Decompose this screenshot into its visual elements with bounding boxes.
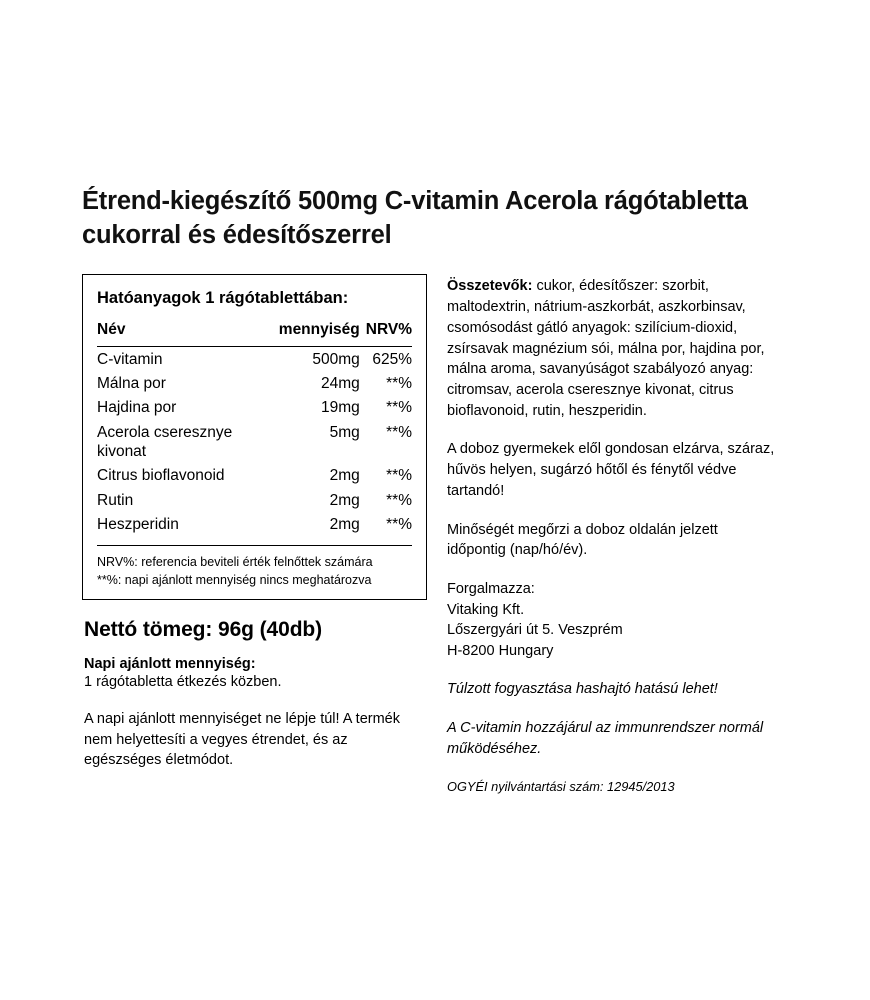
row-nrv: **% <box>386 467 412 485</box>
daily-dose-heading: Napi ajánlott mennyiség: <box>84 656 256 673</box>
column-header-name: Név <box>97 321 126 339</box>
distributor-line: Lőszergyári út 5. Veszprém <box>447 622 623 639</box>
nutrition-heading: Hatóanyagok 1 rágótablettában: <box>97 289 349 308</box>
right-column <box>427 274 777 795</box>
row-amount: 500mg <box>312 350 360 368</box>
row-amount: 2mg <box>329 516 360 534</box>
ingredients-paragraph <box>447 276 777 421</box>
row-nrv: 625% <box>372 350 412 368</box>
row-name: Hajdina por <box>97 399 177 417</box>
ingredients-text: cukor, édesítőszer: szorbit, maltodextrin, nátrium-aszkorbát, aszkorbinsav, csomósodást gátló anyagok: szilícium-dioxid, zsírsavak magnézium sói, málna por, hajdina por, málna aroma, savanyúságot szabályozó anyag: citromsav, acerola cseresznye kivonat, citrus bioflavonoid, rutin, heszperidin. <box>447 278 765 419</box>
warning-text: A napi ajánlott mennyiséget ne lépje túl! A termék nem helyettesíti a vegyes étrendet, és az egészséges életmódot. <box>84 710 400 769</box>
row-amount: 2mg <box>329 467 360 485</box>
nutrition-table-body <box>97 347 412 538</box>
ingredients-label: Összetevők: <box>447 278 533 295</box>
column-header-nrv: NRV% <box>365 321 412 339</box>
table-row <box>97 464 412 488</box>
net-weight: Nettó tömeg: 96g (40db) <box>84 618 323 642</box>
laxative-note: Túlzott fogyasztása hashajtó hatású lehet! <box>447 681 718 698</box>
row-nrv: **% <box>386 516 412 534</box>
row-amount: 19mg <box>320 399 360 417</box>
distributor-line: H-8200 Hungary <box>447 642 554 659</box>
nutrition-table <box>97 321 412 537</box>
left-column <box>82 274 427 770</box>
row-amount: 2mg <box>329 491 360 509</box>
row-name: Citrus bioflavonoid <box>97 467 225 485</box>
health-claim: A C-vitamin hozzájárul az immunrendszer normál működéséhez. <box>447 720 764 757</box>
nutrition-facts-box <box>82 274 427 600</box>
table-header-row <box>97 321 412 345</box>
page-title: Étrend-kiegészítő 500mg C-vitamin Acerola rágótabletta cukorral és édesítőszerrel <box>82 187 748 249</box>
row-nrv: **% <box>386 374 412 392</box>
row-nrv: **% <box>386 399 412 417</box>
best-before-text: Minőségét megőrzi a doboz oldalán jelzett időpontig (nap/hó/év). <box>447 521 718 559</box>
row-amount: 5mg <box>329 423 360 441</box>
storage-text: A doboz gyermekek elől gondosan elzárva, száraz, hűvös helyen, sugárzó hőtől és fénytől védve tartandó! <box>447 441 775 499</box>
distributor-block <box>447 579 777 661</box>
table-row <box>97 396 412 420</box>
supplement-label <box>82 185 792 796</box>
distributor-line: Forgalmazza: <box>447 581 535 598</box>
table-row <box>97 347 412 372</box>
label-columns <box>82 274 792 795</box>
row-name: C-vitamin <box>97 350 163 368</box>
table-row <box>97 513 412 537</box>
row-name: Acerola cseresznye kivonat <box>97 423 233 461</box>
distributor-line: Vitaking Kft. <box>447 601 525 618</box>
nutrition-table-head <box>97 321 412 347</box>
column-header-amount: mennyiség <box>278 321 360 339</box>
row-nrv: **% <box>386 423 412 441</box>
footnote-nrv: NRV%: referencia beviteli érték felnőttek számára <box>97 555 373 570</box>
row-nrv: **% <box>386 491 412 509</box>
table-row <box>97 488 412 512</box>
row-name: Málna por <box>97 374 166 392</box>
footnote-star: **%: napi ajánlott mennyiség nincs meghatározva <box>97 573 372 588</box>
table-row <box>97 371 412 395</box>
daily-dose-text: 1 rágótabletta étkezés közben. <box>84 674 282 691</box>
row-name: Heszperidin <box>97 516 179 534</box>
nutrition-footnotes <box>97 545 412 589</box>
table-row <box>97 420 412 464</box>
row-name: Rutin <box>97 491 134 509</box>
row-amount: 24mg <box>320 374 360 392</box>
registration-number: OGYÉI nyilvántartási szám: 12945/2013 <box>447 778 675 794</box>
